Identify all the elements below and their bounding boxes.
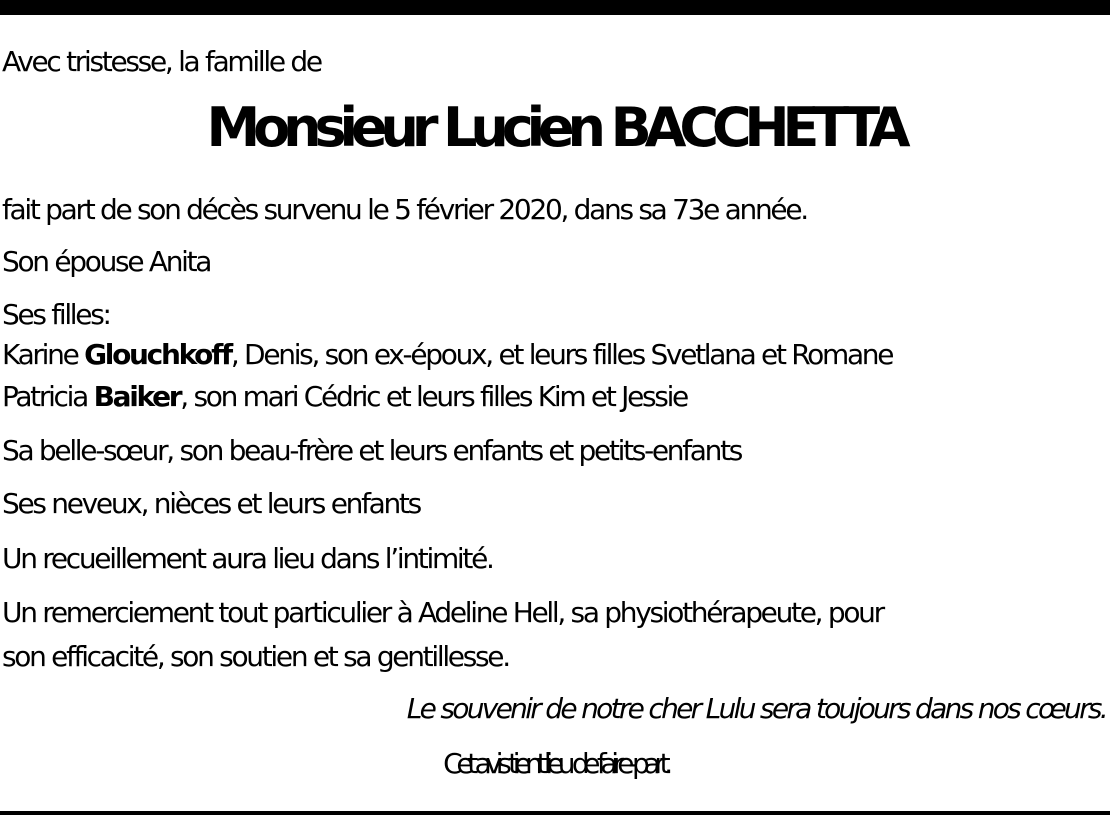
thanks-line-continued: son efficacité, son soutien et sa gentillesse. (2, 640, 509, 673)
daughter-line (2, 380, 687, 413)
closing-text: Cet avis tient lieu de faire-part. (443, 747, 667, 780)
daughter-details: , Denis, son ex-époux, et leurs filles Svetlana et Romane (230, 338, 893, 371)
spouse-line: Son épouse Anita (2, 245, 211, 278)
ceremony-line: Un recueillement aura lieu dans l’intimité. (2, 542, 493, 575)
in-laws-line: Sa belle-sœur, son beau-frère et leurs enfants et petits-enfants (2, 434, 742, 467)
daughter-first-name: Karine (2, 338, 85, 371)
daughter-surname: Baiker (93, 380, 181, 413)
announcement-line: fait part de son décès survenu le 5 février 2020, dans sa 73e année. (2, 193, 807, 226)
thanks-line: Un remerciement tout particulier à Adeline Hell, sa physiothérapeute, pour (2, 596, 883, 629)
daughter-surname: Glouchkoff (84, 338, 231, 371)
nephews-line: Ses neveux, nièces et leurs enfants (2, 487, 420, 520)
closing-line (0, 747, 1110, 780)
daughter-first-name: Patricia (2, 380, 94, 413)
daughters-heading: Ses filles: (2, 298, 110, 331)
memorial-quote: Le souvenir de notre cher Lulu sera toujours dans nos cœurs. (406, 692, 1106, 725)
deceased-name: Monsieur Lucien BACCHETTA (206, 96, 904, 159)
intro-line: Avec tristesse, la famille de (2, 45, 321, 78)
daughter-details: , son mari Cédric et leurs filles Kim et Jessie (180, 380, 687, 413)
bottom-border-rule (0, 811, 1110, 815)
daughter-line (2, 338, 893, 371)
